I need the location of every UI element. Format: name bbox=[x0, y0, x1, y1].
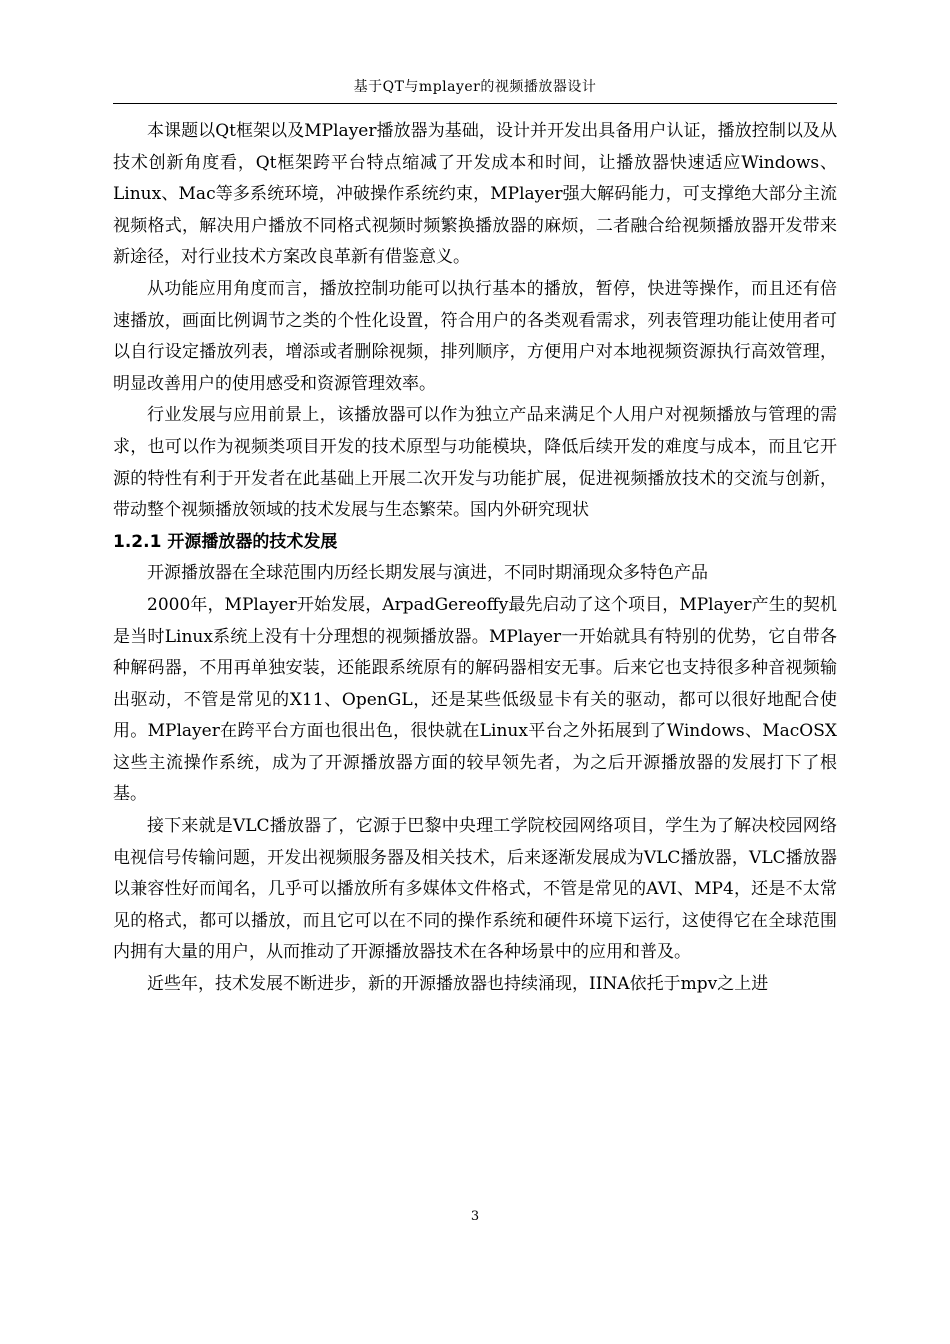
page-number: 3 bbox=[470, 1209, 480, 1224]
paragraph-5: 2000年，MPlayer开始发展，ArpadGereoffy最先启动了这个项目，MPlayer产生的契机是当时Linux系统上没有十分理想的视频播放器。MPlayer一开始就具有特别的优势，它自带各种解码器，不用再单独安装，还能跟系统原有的解码器相安无事。后来它也支持很多种音视频输出驱动，不管是常见的X11、OpenGL，还是某些低级显卡有关的驱动，都可以很好地配合使用。MPlayer在跨平台方面也很出色，很快就在Linux平台之外拓展到了Windows、MacOSX这些主流操作系统，成为了开源播放器方面的较早领先者，为之后开源播放器的发展打下了根基。 bbox=[113, 594, 837, 805]
page-header: 基于QT与mplayer的视频播放器设计 bbox=[353, 79, 597, 95]
section-heading: 1.2.1 开源播放器的技术发展 bbox=[113, 531, 338, 552]
paragraph-3: 行业发展与应用前景上，该播放器可以作为独立产品来满足个人用户对视频播放与管理的需求，也可以作为视频类项目开发的技术原型与功能模块，降低后续开发的难度与成本，而且它开源的特性有利于开发者在此基础上开展二次开发与功能扩展，促进视频播放技术的交流与创新，带动整个视频播放领域的技术发展与生态繁荣。国内外研究现状 bbox=[113, 405, 837, 521]
paragraph-6: 接下来就是VLC播放器了，它源于巴黎中央理工学院校园网络项目，学生为了解决校园网络电视信号传输问题，开发出视频服务器及相关技术，后来逐渐发展成为VLC播放器，VLC播放器以兼容性好而闻名，几乎可以播放所有多媒体文件格式，不管是常见的AVI、MP4，还是不太常见的格式，都可以播放，而且它可以在不同的操作系统和硬件环境下运行，这使得它在全球范围内拥有大量的用户，从而推动了开源播放器技术在各种场景中的应用和普及。 bbox=[113, 816, 837, 963]
paragraph-7: 近些年，技术发展不断进步，新的开源播放器也持续涌现，IINA依托于mpv之上进 bbox=[147, 974, 769, 995]
paragraph-4: 开源播放器在全球范围内历经长期发展与演进，不同时期涌现众多特色产品 bbox=[147, 563, 708, 584]
header-rule bbox=[113, 103, 837, 104]
paragraph-1: 本课题以Qt框架以及MPlayer播放器为基础，设计并开发出具备用户认证，播放控制以及从技术创新角度看，Qt框架跨平台特点缩减了开发成本和时间，让播放器快速适应Windows、Linux、Mac等多系统环境，冲破操作系统约束，MPlayer强大解码能力，可支撑绝大部分主流视频格式，解决用户播放不同格式视频时频繁换播放器的麻烦，二者融合给视频播放器开发带来新途径，对行业技术方案改良革新有借鉴意义。 bbox=[113, 121, 837, 268]
document-body bbox=[113, 116, 837, 1001]
paragraph-2: 从功能应用角度而言，播放控制功能可以执行基本的播放，暂停，快进等操作，而且还有倍速播放，画面比例调节之类的个性化设置，符合用户的各类观看需求，列表管理功能让使用者可以自行设定播放列表，增添或者删除视频，排列顺序，方便用户对本地视频资源执行高效管理，明显改善用户的使用感受和资源管理效率。 bbox=[113, 278, 837, 394]
